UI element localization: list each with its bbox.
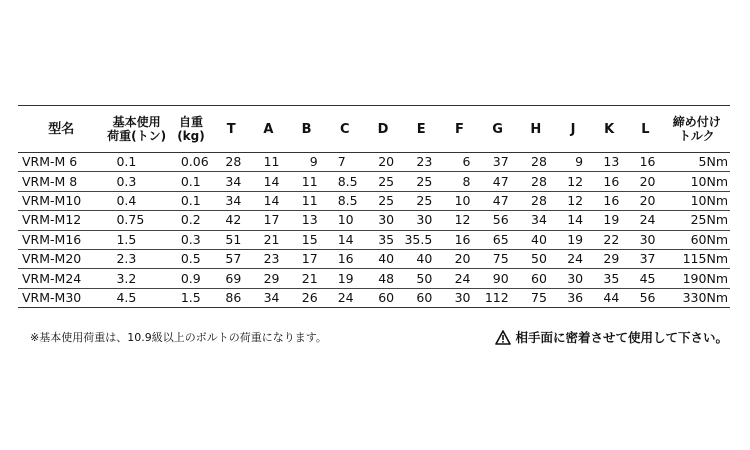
table-cell: 8.5 [326,191,364,210]
table-cell: 44 [591,288,627,307]
table-cell: VRM-M10 [18,191,104,210]
table-cell: 69 [213,269,249,288]
table-cell: 20 [627,172,663,191]
table-body [18,153,730,308]
table-cell: VRM-M 8 [18,172,104,191]
table-cell: 30 [627,230,663,249]
table-cell: 34 [213,191,249,210]
table-cell: 90 [479,269,517,288]
table-cell: 29 [591,249,627,268]
table-cell: 16 [627,153,663,172]
table-cell: 47 [479,172,517,191]
table-cell: 30 [364,211,402,230]
table-cell: 0.4 [104,191,168,210]
table-cell: 25Nm [664,211,730,230]
table-cell: 75 [517,288,555,307]
table-cell: 29 [249,269,287,288]
column-header-model [18,106,104,153]
column-header-torque [664,106,730,153]
table-cell: 13 [591,153,627,172]
column-header-line: (kg) [177,129,205,143]
table-cell: 37 [627,249,663,268]
table-cell: 20 [627,191,663,210]
column-header-line: D [377,121,389,137]
table-cell: 12 [555,172,591,191]
column-header-d [364,106,402,153]
column-header-line: 基本使用 [112,115,161,129]
column-header-g [479,106,517,153]
table-cell: 25 [402,191,440,210]
table-cell: 35 [591,269,627,288]
table-cell: 20 [440,249,478,268]
table-cell: 48 [364,269,402,288]
table-cell: 65 [479,230,517,249]
table-row [18,153,730,172]
table-cell: 22 [591,230,627,249]
table-cell: 0.06 [169,153,213,172]
table-cell: 0.1 [169,191,213,210]
table-cell: 20 [364,153,402,172]
column-header-line: 型名 [48,121,75,137]
table-cell: 0.5 [169,249,213,268]
table-cell: VRM-M30 [18,288,104,307]
column-header-e [402,106,440,153]
column-header-line: F [454,121,464,137]
column-header-line: トルク [678,129,715,143]
table-cell: 24 [440,269,478,288]
table-cell: 19 [555,230,591,249]
column-header-line: K [604,121,615,137]
table-cell: 8.5 [326,172,364,191]
table-cell: 14 [249,172,287,191]
column-header-a [249,106,287,153]
table-cell: 0.75 [104,211,168,230]
table-cell: 34 [249,288,287,307]
table-cell: 16 [326,249,364,268]
table-cell: 9 [555,153,591,172]
table-cell: 60 [402,288,440,307]
table-cell: 190Nm [664,269,730,288]
table-cell: 0.3 [104,172,168,191]
table-cell: 35 [364,230,402,249]
header-row [18,106,730,153]
table-cell: 51 [213,230,249,249]
table-cell: VRM-M20 [18,249,104,268]
table-cell: 2.3 [104,249,168,268]
column-header-k [591,106,627,153]
table-cell: 50 [402,269,440,288]
table-cell: 60 [517,269,555,288]
column-header-line: 締め付け [672,115,721,129]
table-row [18,191,730,210]
table-cell: 11 [287,191,325,210]
table-cell: 1.5 [169,288,213,307]
table-cell: 35.5 [402,230,440,249]
table-cell: 12 [440,211,478,230]
column-header-line: C [340,121,350,137]
table-cell: VRM-M16 [18,230,104,249]
table-cell: 42 [213,211,249,230]
table-cell: 17 [287,249,325,268]
table-cell: 0.1 [104,153,168,172]
column-header-line: E [416,121,426,137]
column-header-line: L [641,121,650,137]
column-header-b [287,106,325,153]
column-header-load [104,106,168,153]
table-cell: 25 [364,191,402,210]
column-header-weight [169,106,213,153]
caution-text: 相手面に密着させて使用して下さい。 [515,330,728,345]
table-cell: 24 [555,249,591,268]
table-cell: 23 [402,153,440,172]
table-cell: 0.9 [169,269,213,288]
table-cell: 330Nm [664,288,730,307]
table-cell: 0.1 [169,172,213,191]
table-cell: 11 [249,153,287,172]
table-cell: 56 [479,211,517,230]
table-cell: 28 [517,191,555,210]
table-cell: 30 [555,269,591,288]
column-header-c [326,106,364,153]
table-cell: 16 [591,191,627,210]
table-cell: 16 [440,230,478,249]
table-cell: 86 [213,288,249,307]
column-header-line: B [301,121,312,137]
column-header-j [555,106,591,153]
table-cell: 45 [627,269,663,288]
table-cell: 25 [402,172,440,191]
table-cell: 40 [364,249,402,268]
column-header-line: T [226,121,236,137]
column-header-line: H [530,121,542,137]
table-cell: 75 [479,249,517,268]
table-cell: VRM-M 6 [18,153,104,172]
table-cell: 14 [326,230,364,249]
table-cell: 60Nm [664,230,730,249]
warning-triangle-icon [495,330,511,345]
table-cell: 12 [555,191,591,210]
table-cell: 11 [287,172,325,191]
table-cell: 10 [440,191,478,210]
table-cell: VRM-M12 [18,211,104,230]
table-cell: 14 [249,191,287,210]
table-cell: 57 [213,249,249,268]
table-cell: 23 [249,249,287,268]
table-cell: 0.3 [169,230,213,249]
table-cell: 14 [555,211,591,230]
table-cell: 3.2 [104,269,168,288]
table-cell: 7 [326,153,364,172]
table-cell: 28 [517,153,555,172]
table-cell: 25 [364,172,402,191]
table-cell: 13 [287,211,325,230]
column-header-line: 自重 [178,115,203,129]
table-cell: 56 [627,288,663,307]
table-row [18,249,730,268]
table-cell: 6 [440,153,478,172]
table-cell: 36 [555,288,591,307]
table-cell: 9 [287,153,325,172]
table-cell: 0.2 [169,211,213,230]
table-cell: 40 [402,249,440,268]
table-cell: 60 [364,288,402,307]
table-row [18,172,730,191]
column-header-line: G [492,121,503,137]
column-header-line: 荷重(トン) [107,129,167,143]
table-cell: 1.5 [104,230,168,249]
column-header-t [213,106,249,153]
table-cell: 50 [517,249,555,268]
table-row [18,230,730,249]
table-cell: 5Nm [664,153,730,172]
table-cell: 21 [287,269,325,288]
table-cell: 4.5 [104,288,168,307]
column-header-line: J [570,121,576,137]
column-header-l [627,106,663,153]
table-cell: 26 [287,288,325,307]
table-cell: 28 [213,153,249,172]
table-row [18,288,730,307]
table-cell: 112 [479,288,517,307]
table-cell: 30 [440,288,478,307]
footnote: ※基本使用荷重は、10.9級以上のボルトの荷重になります。 [30,331,327,344]
table-cell: 10Nm [664,191,730,210]
table-cell: 47 [479,191,517,210]
table-cell: 115Nm [664,249,730,268]
table-cell: 19 [326,269,364,288]
table-cell: VRM-M24 [18,269,104,288]
table-cell: 30 [402,211,440,230]
table-cell: 34 [213,172,249,191]
table-cell: 17 [249,211,287,230]
table-row [18,269,730,288]
table-cell: 28 [517,172,555,191]
column-header-h [517,106,555,153]
table-cell: 21 [249,230,287,249]
caution-note [495,328,728,346]
table-cell: 37 [479,153,517,172]
table-cell: 10Nm [664,172,730,191]
table-cell: 15 [287,230,325,249]
table-cell: 10 [326,211,364,230]
table-cell: 24 [627,211,663,230]
table-cell: 16 [591,172,627,191]
spec-table [18,105,730,308]
table-cell: 24 [326,288,364,307]
table-cell: 40 [517,230,555,249]
table-cell: 19 [591,211,627,230]
table-row [18,211,730,230]
table-cell: 34 [517,211,555,230]
column-header-line: A [263,121,274,137]
table-cell: 8 [440,172,478,191]
column-header-f [440,106,478,153]
